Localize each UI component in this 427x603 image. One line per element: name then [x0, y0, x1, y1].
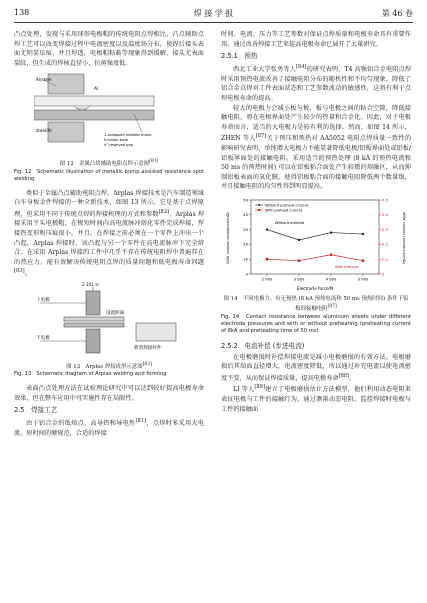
annotation-without-preheat: Without preheat — [275, 221, 305, 226]
data-point — [298, 260, 300, 262]
figure-12-caption — [14, 158, 204, 182]
legend-line-1: 1-collapsed metallic bump — [104, 133, 152, 138]
fig13-cap-cn: 图 13 Arplas 焊接成形示意图 — [66, 363, 143, 370]
y-tick-label-right: 0.1 — [382, 256, 389, 262]
rp2b-text: 的研究表明，T4 高强铝合金电阻点焊时采用预热电流改善了接触电阻分布的随机性和不均匀现象，降低了铝合金点焊对工件表面状态和工艺参数波动的敏感性，这将有利于点焊电极寿命的提高。 — [221, 66, 412, 103]
x-tick-label: 3 000 — [293, 276, 305, 282]
fig14-cap-ref: [87] — [327, 304, 337, 310]
upper-electrode-shape — [86, 291, 100, 315]
x-tick-label: 2 000 — [261, 276, 273, 282]
y-axis-label-right: W/W contact resistance(mΩ) — [402, 212, 406, 264]
sheet-bottom — [64, 323, 124, 327]
label-device: 设置距离 — [106, 311, 125, 317]
upper-electrode-shape — [48, 74, 84, 94]
data-point — [362, 233, 364, 235]
sheet-top — [64, 317, 124, 321]
legend-line-3: h°-reserved gap — [104, 143, 134, 148]
series-line — [267, 230, 363, 240]
y-tick-label-right: 0.5 — [382, 197, 389, 203]
p2b-ref: [83] — [14, 268, 25, 275]
y-tick-label-left: 10 — [243, 256, 248, 262]
section-2-5-heading: 2.5 焊接工艺 — [14, 406, 58, 415]
rp4-ref: [88] — [338, 372, 350, 379]
lower-electrode-shape — [86, 329, 100, 353]
figure-14-chart — [223, 194, 409, 294]
label-sample: 典型焊接样件 — [134, 346, 162, 352]
volume-label: 第 46 卷 — [381, 9, 413, 18]
data-point — [330, 254, 332, 256]
x-tick-label: 4 000 — [325, 276, 337, 282]
p2b-text: 。Arplas 焊接采用平头电极帽，在极短时间内高电流脉冲熔化零件完成焊接，焊接热变形和压痕很小，并且，在焊接之前必须在一个零件上冲出一个凸起，Arplas 焊接时，该凸起与另一个零件在高电流脉冲下完全熔合。在采用 Arplas 焊接的工件中几乎不存在传统电阻焊中普遍存在的热应力，能有效解决传统电阻点焊的质量问题和低电极寿命问题 — [14, 210, 205, 266]
data-point — [266, 258, 268, 260]
data-point — [362, 260, 364, 262]
left-column — [14, 30, 204, 439]
legend-with: With preheat current — [265, 208, 303, 213]
figure-12-illustration — [34, 70, 184, 156]
x-tick-label: 5 000 — [357, 276, 369, 282]
fig12-cap-en: Fig. 12 Schematic illustration of metallic bump assisted resistance spot welding — [14, 168, 204, 182]
label-upper-electrode: 上电极 — [36, 298, 50, 304]
y-tick-label-right: 0.4 — [382, 212, 389, 218]
series-line — [267, 255, 363, 261]
y-tick-label-right: 0.3 — [382, 226, 389, 232]
right-paragraph-5 — [221, 383, 411, 414]
label-al: Al — [94, 86, 99, 92]
rp5-ref: [89] — [254, 384, 265, 391]
figure-13 — [34, 281, 184, 359]
figure-13-caption — [14, 361, 204, 378]
fig12-cap-cn: 图 12 金属凸块辅助电阻点焊示意图 — [59, 161, 150, 168]
upper-sheet — [34, 96, 154, 106]
journal-title: 焊 接 学 报 — [193, 9, 234, 18]
left-paragraph-4 — [14, 417, 204, 438]
sample-shape — [136, 323, 176, 341]
figure-14-caption — [221, 296, 411, 335]
p2-ref: [82] — [158, 208, 170, 215]
fig13-cap-en: Fig. 13 Schematic diagram of Arplas welding and forming — [14, 371, 167, 378]
x-axis-label: Electrode force/N — [296, 286, 334, 292]
p2-text: 类似于金属凸点辅助电阻点焊，Arplas 焊接技术是汽车制造领域白车身板金件焊接的一种全新技术，如图 13 所示，它是基于点焊原理，但采用不同于传统点焊的焊接机理的方式和参数 — [14, 189, 204, 218]
fig14-cap-cn: 图 14 不同电极力、有无预热 (8 kA 预热电流和 50 ms 预热时间) 条件下铝板间接触电阻 — [223, 296, 409, 313]
data-point — [266, 228, 268, 230]
lower-electrode-shape — [48, 122, 84, 142]
data-point — [298, 239, 300, 241]
rp4b-text: 。 — [349, 374, 356, 382]
y-tick-label-left: 20 — [243, 241, 248, 247]
label-current: 2 241 ls — [82, 282, 99, 288]
section-2-5-2-heading: 2.5.2 电流补偿 (步进电流) — [221, 341, 305, 350]
p4b-text: ，点焊时多采用大电流、短时间的硬规范，合适的焊接 — [14, 420, 205, 438]
right-column — [221, 30, 411, 414]
rp2-text: 西北工业大学张勇等人 — [233, 66, 296, 74]
y-axis-label-left: W/W contact resistance(mΩ) — [226, 212, 230, 264]
header-rule — [14, 22, 413, 23]
rp3-text: 较大的电极力会减小板与板、板与电极之间的粘合空隙，降低接触电阻，将在电极界面处产生较少的热量和合金化。因此，对于电极寿命而言，适当的大电极力是较有利的选择。然而，如图 14 所示，ZHEN 等人 — [221, 104, 411, 143]
rp4-text: 在电极磨损时补偿焊接电流是减小电极磨损的有效方法。电极磨损后其端面直径增大，电流密度降低，所以通过补充电流以使电流密度不变，从而保证焊接质量，提高电极寿命 — [221, 353, 411, 382]
right-paragraph-1: 时间、电流、压力等工艺参数对保证点焊质量和电极寿命具有重要作用。通过改善焊接工艺来提高电极寿命已展开了大量研究。 — [221, 31, 411, 48]
fig14-cap-en: Fig. 14 Contact resistance between aluminum sheets under different electrode pressures and with or without preheating (preheating current of 8kA and preheating time of 50 ms) — [221, 313, 411, 334]
y-tick-label-left: 50 — [243, 197, 248, 203]
label-al-steel: Al/steel — [36, 77, 52, 83]
fig12-cap-ref: [81] — [149, 159, 159, 165]
figure-12 — [34, 70, 184, 156]
label-lower-electrode: 下电极 — [36, 336, 50, 342]
page-number: 138 — [14, 8, 30, 17]
rp5b-text: 建立了电极磨损估计方法模型，他们利用动态电阻来表征电极与工件的接触行为，通过测量动态电阻，监控焊接时电极与工件的接触面 — [221, 386, 411, 413]
y-tick-label-left: 30 — [243, 226, 248, 232]
right-paragraph-2 — [221, 63, 411, 103]
fig13-cap-ref: [83] — [142, 362, 152, 368]
rp5-text: LI 等人 — [233, 386, 255, 394]
rp3-ref: [87] — [255, 133, 267, 140]
p4-ref: [81] — [135, 418, 147, 425]
annotation-with-preheat: With preheat — [335, 265, 359, 270]
p4-text: 由于铝合金的低熔点、高导热和导电性 — [26, 420, 136, 428]
left-paragraph-2 — [14, 189, 204, 279]
label-steel-al: steel/Al — [36, 128, 52, 134]
y-tick-label-right: 0.2 — [382, 241, 389, 247]
p2c-text: 。 — [24, 270, 31, 278]
rp3b-text: 关于预压和预热对 AA5052 电阻点焊质量一致性的影响研究表明，单纯增大电极力不能显著降低电极/铝板界面处或铝板/铝板界面处的接触电阻。采用适当的预热处理 (8 kA 的预热电流和 50 ms 的预热时间) 可以在铝板粘合面处产生较微的熔融区，从而抑制铝板表面的氧化膜，使得铝板粘合面的接触电阻降低两个数量级，并且接触电阻的均匀性得到明显提高。 — [221, 135, 412, 191]
left-paragraph-3: 表面凸点处理方法在试验理论研究中可以达到较好提高电极寿命效果，但在整车应用中可实施性存在局限性。 — [14, 385, 204, 402]
bump-shape — [74, 106, 90, 110]
legend-line-2: II-fusion zone — [104, 138, 129, 143]
y-tick-label-left: 40 — [243, 212, 248, 218]
figure-14 — [223, 194, 409, 294]
legend-without: Without preheat current — [265, 203, 309, 208]
y-tick-label-right: 0 — [382, 271, 385, 277]
y-tick-label-left: 0 — [245, 271, 248, 277]
right-paragraph-3 — [221, 104, 411, 192]
section-2-5-1-heading: 2.5.1 预热 — [221, 52, 258, 61]
data-point — [330, 231, 332, 233]
figure-13-illustration — [34, 281, 184, 359]
rp2-ref: [84] — [295, 64, 307, 71]
right-paragraph-4 — [221, 353, 411, 384]
left-paragraph-1: 凸点处理，发现与采用球形电极帽的传统电阻点焊相比，凸点辅助点焊工艺可以改变焊接过程中电流密度以及温度场分布，使焊后接头表面无明显压痕，并且焊透，电极帽粘黏等现象得到缓解，接头无表面裂纹，但生成的焊核直径小，抗剪强度低。 — [14, 31, 204, 67]
